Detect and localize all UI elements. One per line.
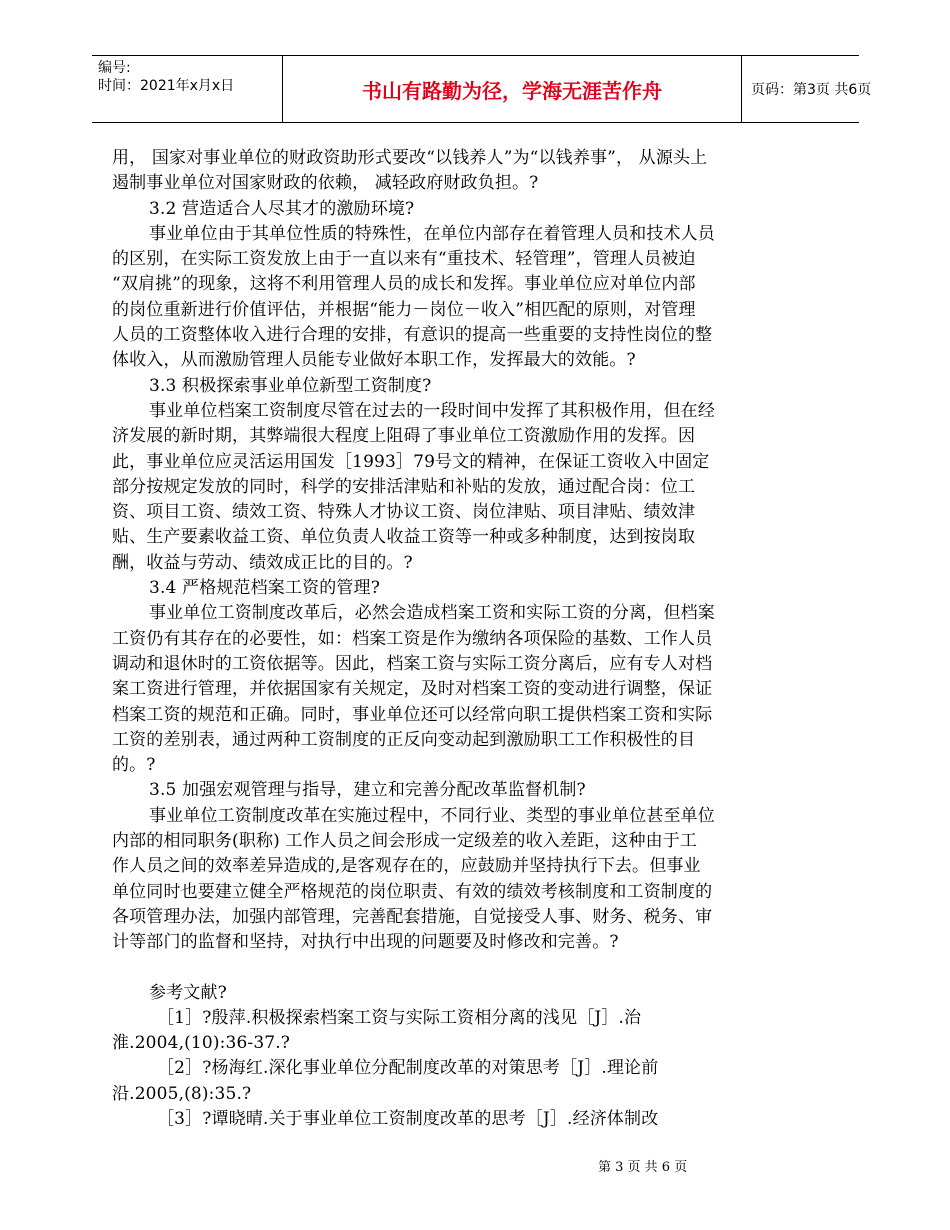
- body-line: 的岗位重新进行价值评估，并根据“能力－岗位－收入”相匹配的原则，对管理: [112, 299, 696, 320]
- doc-time-label: 时间：2021年x月x日: [98, 78, 235, 94]
- body-line: 此，事业单位应灵活运用国发［1993］79号文的精神，在保证工资收入中固定: [112, 451, 710, 472]
- reference-item-cont: 淮.2004,(10):36-37.?: [112, 1033, 291, 1054]
- document-body: [112, 146, 772, 1132]
- body-line: 档案工资的规范和正确。同时，事业单位还可以经常向职工提供档案工资和实际: [112, 704, 713, 725]
- header-motto-cell: [282, 56, 742, 122]
- body-line: 工资仍有其存在的必要性，如：档案工资是作为缴纳各项保险的基数、工作人员: [112, 628, 713, 649]
- header-page-code: 页码：第3页 共6页: [751, 82, 872, 98]
- reference-item: ［1］?殷萍.积极探索档案工资与实际工资相分离的浅见［J］.治: [157, 1007, 642, 1028]
- body-line: 作人员之间的效率差异造成的,是客观存在的，应鼓励并坚持执行下去。但事业: [112, 856, 701, 877]
- body-line: 事业单位由于其单位性质的特殊性，在单位内部存在着管理人员和技术人员: [149, 223, 715, 244]
- body-line: 各项管理办法，加强内部管理，完善配套措施，自觉接受人事、财务、税务、审: [112, 906, 713, 927]
- header-meta: [92, 56, 282, 122]
- body-line: 酬，收益与劳动、绩效成正比的目的。?: [112, 552, 413, 573]
- body-line: “双肩挑”的现象，这将不利用管理人员的成长和发挥。事业单位应对单位内部: [112, 274, 696, 295]
- body-line: 的。?: [112, 755, 156, 776]
- body-line: 用， 国家对事业单位的财政资助形式要改“以钱养人”为“以钱养事”， 从源头上: [112, 148, 708, 168]
- section-heading: 3.2 营造适合人尽其才的激励环境?: [149, 198, 415, 219]
- body-line: 遏制事业单位对国家财政的依赖， 减轻政府财政负担。?: [112, 173, 539, 194]
- page-header: [92, 55, 872, 123]
- body-line: 体收入，从而激励管理人员能专业做好本职工作，发挥最大的效能。?: [112, 350, 636, 371]
- section-heading: 3.4 严格规范档案工资的管理?: [149, 578, 380, 599]
- references-heading: 参考文献?: [149, 982, 227, 1003]
- body-line: 事业单位工资制度改革在实施过程中，不同行业、类型的事业单位甚至单位: [149, 805, 715, 826]
- header-page-cell: [741, 56, 872, 122]
- reference-item-cont: 沿.2005,(8):35.?: [112, 1083, 252, 1104]
- section-heading: 3.3 积极探索事业单位新型工资制度?: [149, 375, 432, 396]
- body-line: 事业单位工资制度改革后，必然会造成档案工资和实际工资的分离，但档案: [149, 603, 715, 624]
- body-line: 计等部门的监督和坚持，对执行中出现的问题要及时修改和完善。?: [112, 932, 619, 953]
- blank-line: [112, 956, 772, 981]
- body-line: 资、项目工资、绩效工资、特殊人才协议工资、岗位津贴、项目津贴、绩效津: [112, 502, 696, 523]
- header-motto: 书山有路勤为径，学海无涯苦作舟: [362, 78, 662, 103]
- body-line: 事业单位档案工资制度尽管在过去的一段时间中发挥了其积极作用，但在经: [149, 400, 715, 421]
- section-heading: 3.5 加强宏观管理与指导，建立和完善分配改革监督机制?: [149, 780, 586, 801]
- body-line: 单位同时也要建立健全严格规范的岗位职责、有效的绩效考核制度和工资制度的: [112, 881, 713, 902]
- body-line: 济发展的新时期，其弊端很大程度上阻碍了事业单位工资激励作用的发挥。因: [112, 426, 696, 447]
- page-footer: 第 3 页 共 6 页: [598, 1160, 688, 1175]
- body-line: 案工资进行管理，并依据国家有关规定，及时对档案工资的变动进行调整，保证: [112, 679, 713, 700]
- reference-item: ［2］?杨海红.深化事业单位分配制度改革的对策思考［J］.理论前: [157, 1058, 659, 1079]
- body-line: 的区别，在实际工资发放上由于一直以来有“重技术、轻管理”，管理人员被迫: [112, 249, 696, 270]
- doc-id-label: 编号:: [98, 60, 131, 76]
- body-line: 贴、生产要素收益工资、单位负责人收益工资等一种或多种制度，达到按岗取: [112, 527, 696, 548]
- body-line: 调动和退休时的工资依据等。因此，档案工资与实际工资分离后，应有专人对档: [112, 653, 713, 674]
- body-line: 部分按规定发放的同时，科学的安排活津贴和补贴的发放，通过配合岗：位工: [112, 476, 696, 497]
- body-line: 人员的工资整体收入进行合理的安排，有意识的提高一些重要的支持性岗位的整: [112, 325, 713, 346]
- body-line: 工资的差别表，通过两种工资制度的正反向变动起到激励职工工作积极性的目: [112, 729, 696, 750]
- body-line: 内部的相同职务(职称) 工作人员之间会形成一定级差的收入差距，这种由于工: [112, 831, 698, 852]
- reference-item: ［3］?谭晓晴.关于事业单位工资制度改革的思考［J］.经济体制改: [157, 1108, 659, 1129]
